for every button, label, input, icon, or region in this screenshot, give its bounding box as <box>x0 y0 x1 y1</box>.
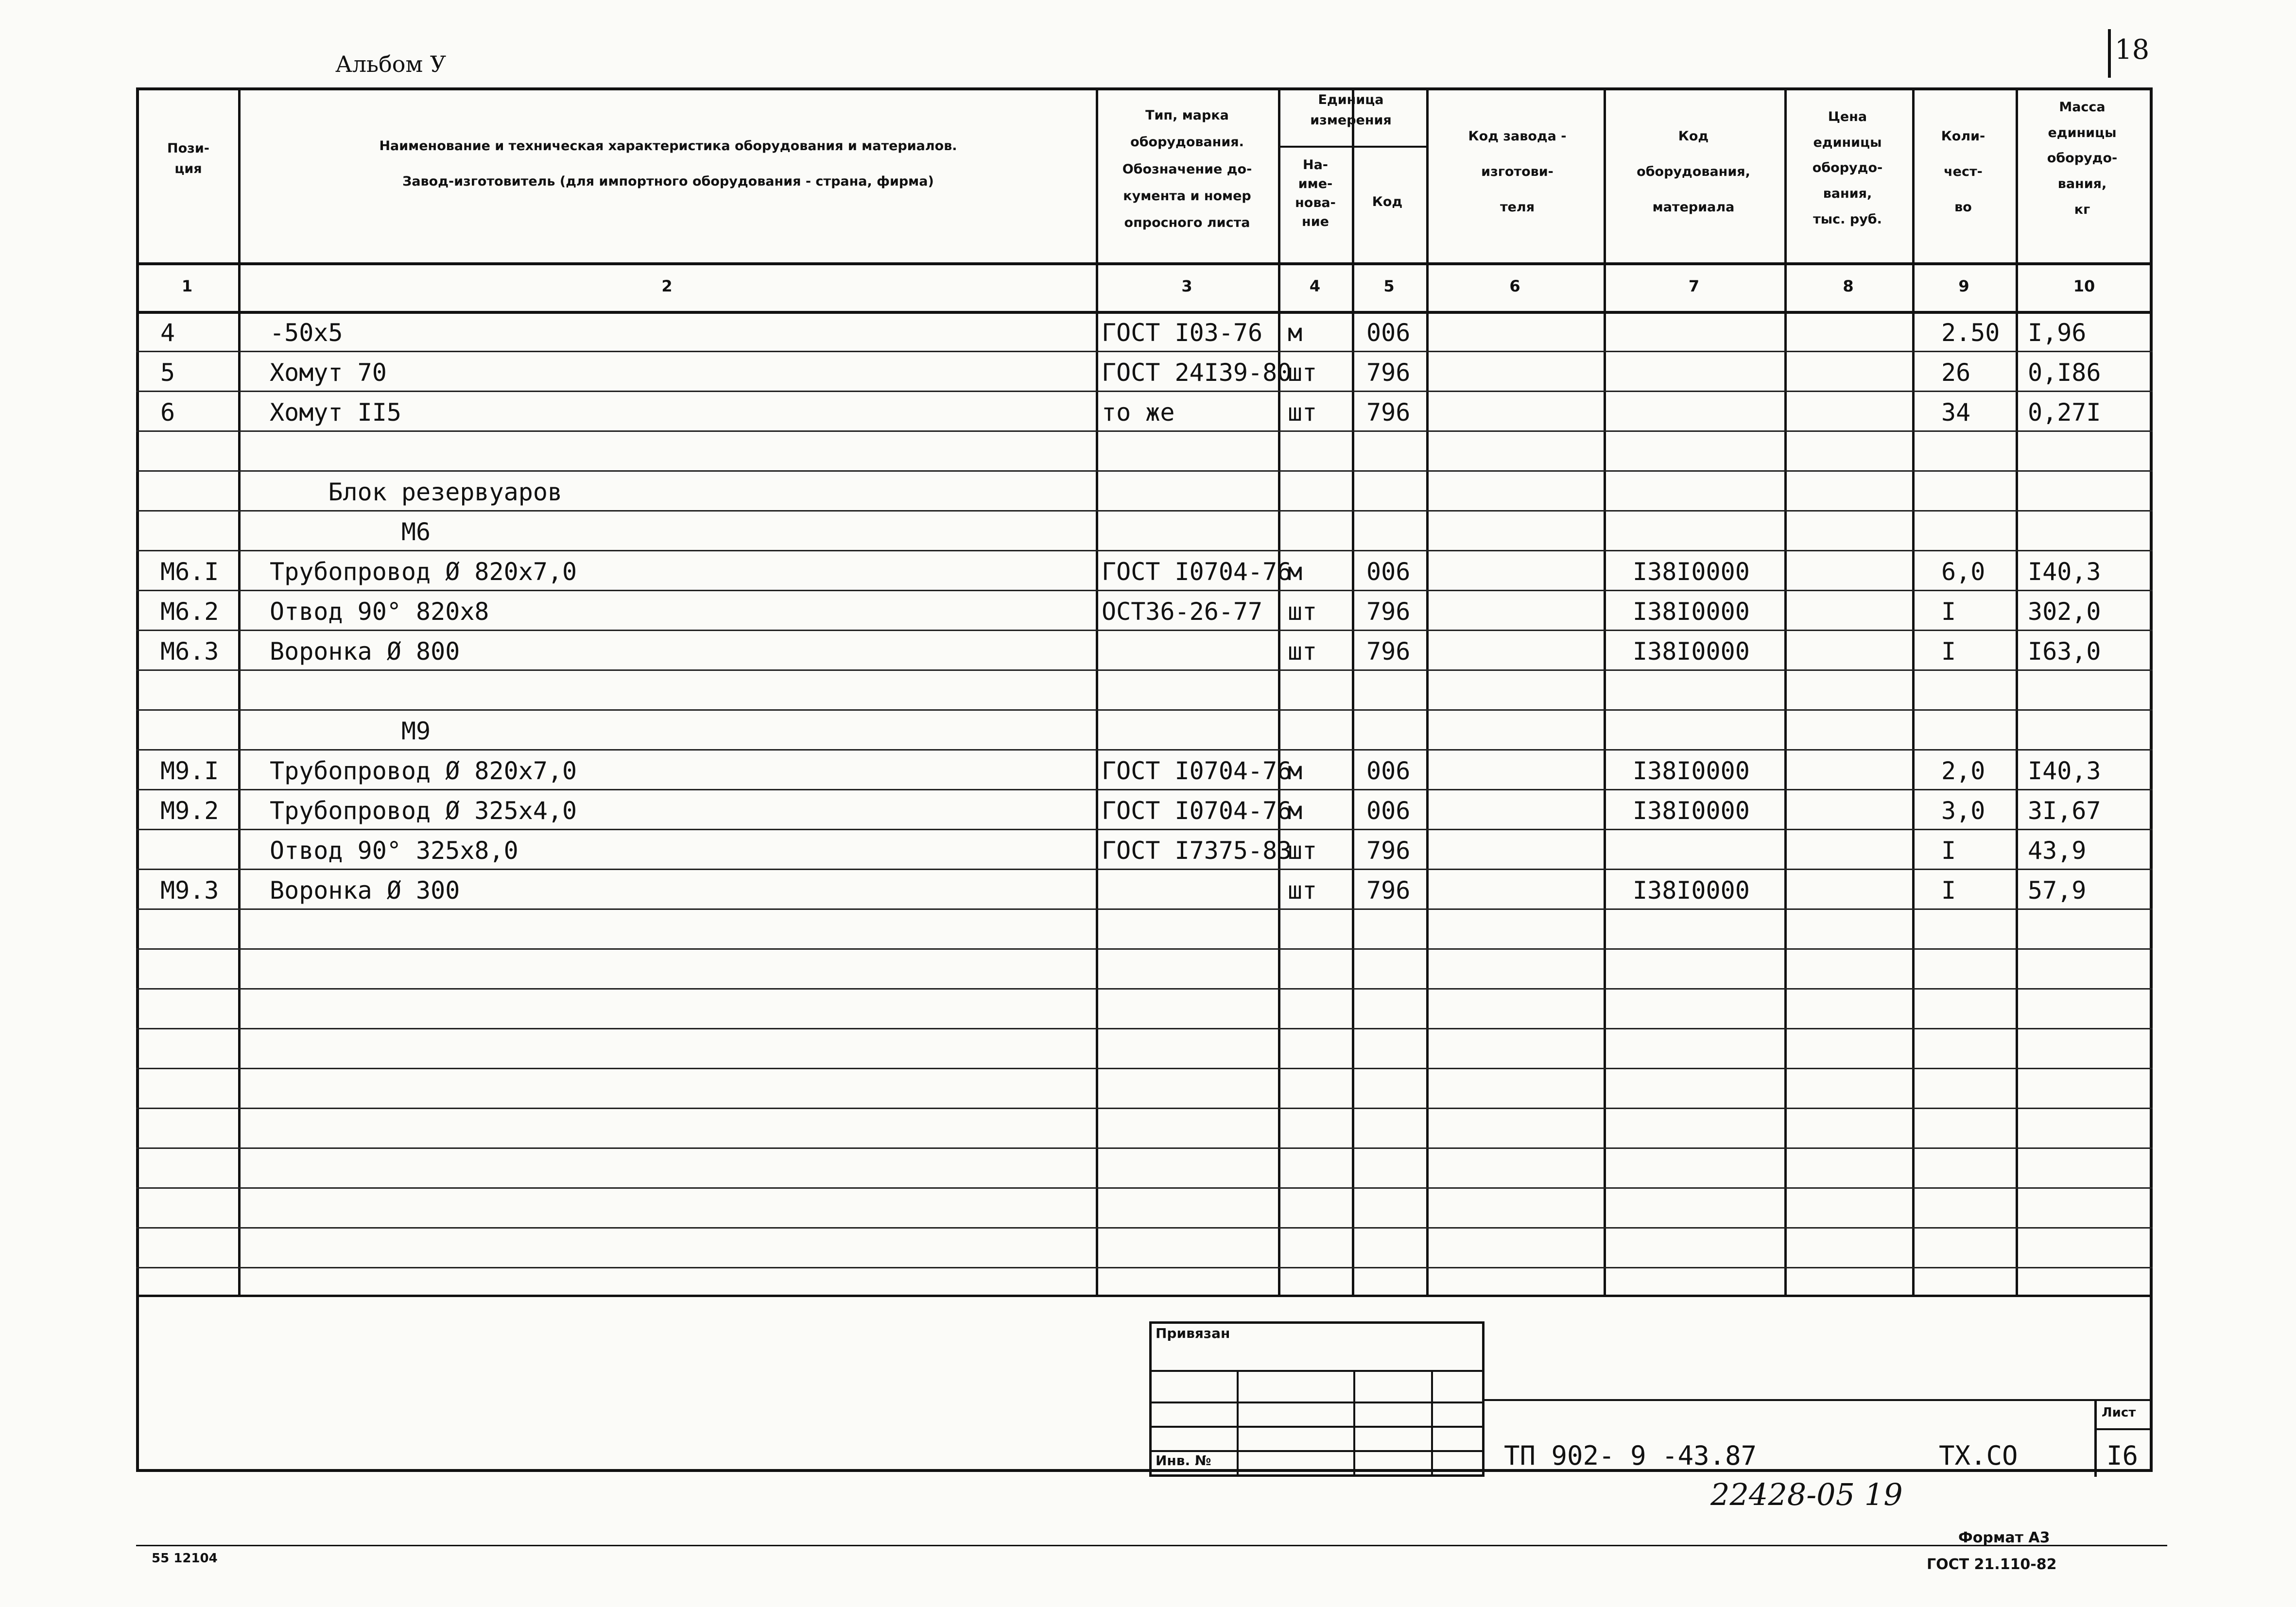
cell-name: Отвод 90° 820x8 <box>270 598 489 626</box>
cell-equipment-code: I38I0000 <box>1633 757 1750 785</box>
cell-document: ГОСТ I0704-76 <box>1102 797 1292 825</box>
privyazan-label: Привязан <box>1156 1325 1230 1341</box>
sheet-label: Лист <box>2102 1405 2136 1420</box>
header-type: Тип, марка оборудования. Обозначение до- кумента и номер опросного листа <box>1122 108 1252 231</box>
stamp-line <box>1149 1450 1485 1452</box>
cell-unit: шт <box>1288 398 1317 427</box>
column-number: 1 <box>181 277 193 295</box>
cell-name: Воронка Ø 300 <box>270 876 460 905</box>
stamp-line <box>1237 1370 1239 1477</box>
cell-equipment-code: I38I0000 <box>1633 797 1750 825</box>
cell-document: ГОСТ I0704-76 <box>1102 558 1292 586</box>
cell-mass: I,96 <box>2028 319 2087 347</box>
stamp-line <box>1149 1370 1485 1372</box>
grid-line <box>136 262 2153 265</box>
format-label: Формат А3 <box>1958 1529 2050 1546</box>
cell-quantity: 2.50 <box>1941 319 2000 347</box>
column-number: 8 <box>1843 277 1854 295</box>
cell-name: М9 <box>270 717 431 745</box>
column-number: 7 <box>1688 277 1700 295</box>
cell-document: ГОСТ I03-76 <box>1102 319 1263 347</box>
cell-position: М6.I <box>160 558 219 586</box>
grid-line <box>136 749 2153 751</box>
cell-name: М6 <box>270 518 431 546</box>
handwritten-number: 22428-05 19 <box>1710 1477 1903 1512</box>
cell-unit-code: 006 <box>1366 757 1411 785</box>
cell-document: ГОСТ I7375-83 <box>1102 837 1292 865</box>
column-number: 10 <box>2073 277 2095 295</box>
grid-line <box>136 669 2153 671</box>
cell-mass: I40,3 <box>2028 757 2101 785</box>
sheet-number: I6 <box>2106 1440 2139 1471</box>
cell-equipment-code: I38I0000 <box>1633 558 1750 586</box>
cell-document: то же <box>1102 398 1175 427</box>
cell-mass: 57,9 <box>2028 876 2087 905</box>
cell-unit: м <box>1288 757 1303 785</box>
cell-unit-code: 006 <box>1366 319 1411 347</box>
grid-line <box>1604 87 1606 1295</box>
grid-line <box>136 709 2153 711</box>
cell-mass: 302,0 <box>2028 598 2101 626</box>
cell-unit: шт <box>1288 837 1317 865</box>
cell-unit-code: 796 <box>1366 598 1411 626</box>
cell-unit: шт <box>1288 876 1317 905</box>
grid-line <box>136 510 2153 512</box>
cell-name: Трубопровод Ø 820x7,0 <box>270 558 577 586</box>
footer-code: 55 12104 <box>152 1551 218 1566</box>
cell-name: Хомут 70 <box>270 359 387 387</box>
page-number: 18 <box>2115 34 2150 66</box>
grid-line <box>136 550 2153 551</box>
cell-quantity: I <box>1941 637 1956 666</box>
cell-unit: м <box>1288 558 1303 586</box>
gost-label: ГОСТ 21.110-82 <box>1927 1556 2057 1573</box>
cell-quantity: I <box>1941 837 1956 865</box>
cell-unit-code: 006 <box>1366 797 1411 825</box>
grid-line <box>136 590 2153 591</box>
cell-quantity: 34 <box>1941 398 1971 427</box>
grid-line <box>136 789 2153 790</box>
cell-unit: шт <box>1288 359 1317 387</box>
column-number: 2 <box>661 277 673 295</box>
cell-unit-code: 796 <box>1366 398 1411 427</box>
cell-unit: м <box>1288 797 1303 825</box>
stamp-line <box>1431 1370 1433 1477</box>
cell-unit-code: 796 <box>1366 637 1411 666</box>
grid-line <box>136 1028 2153 1029</box>
footer-line <box>136 1545 2167 1546</box>
cell-name: Блок резервуаров <box>270 478 563 506</box>
album-title: Альбом У <box>335 51 447 77</box>
grid-line <box>1278 146 1426 148</box>
grid-line <box>1912 87 1915 1295</box>
cell-mass: 3I,67 <box>2028 797 2101 825</box>
column-number: 5 <box>1383 277 1395 295</box>
document-suffix: ТХ.СО <box>1939 1440 2018 1471</box>
page-number-bar <box>2108 29 2111 78</box>
header-mass: Масса единицы оборудо- вания, кг <box>2047 100 2118 217</box>
grid-line <box>238 87 241 1295</box>
cell-quantity: I <box>1941 598 1956 626</box>
cell-equipment-code: I38I0000 <box>1633 598 1750 626</box>
cell-mass: I63,0 <box>2028 637 2101 666</box>
cell-mass: 0,I86 <box>2028 359 2101 387</box>
cell-unit: м <box>1288 319 1303 347</box>
cell-position: М6.3 <box>160 637 219 666</box>
cell-position: М9.3 <box>160 876 219 905</box>
grid-line <box>136 908 2153 910</box>
header-unit: Единица измерения <box>1310 92 1392 128</box>
cell-name: Воронка Ø 800 <box>270 637 460 666</box>
cell-document: ГОСТ I0704-76 <box>1102 757 1292 785</box>
cell-mass: 0,27I <box>2028 398 2101 427</box>
cell-equipment-code: I38I0000 <box>1633 876 1750 905</box>
grid-line <box>1096 87 1098 1295</box>
cell-position: 4 <box>160 319 175 347</box>
stamp-line <box>1149 1426 1485 1428</box>
sheet-line <box>2094 1428 2153 1430</box>
grid-line <box>1352 87 1354 1295</box>
grid-line <box>136 1187 2153 1189</box>
cell-quantity: 6,0 <box>1941 558 1985 586</box>
cell-equipment-code: I38I0000 <box>1633 637 1750 666</box>
inventory-number-label: Инв. № <box>1156 1453 1211 1469</box>
cell-unit-code: 796 <box>1366 876 1411 905</box>
grid-line <box>2016 87 2018 1295</box>
cell-quantity: 3,0 <box>1941 797 1985 825</box>
cell-mass: 43,9 <box>2028 837 2087 865</box>
grid-line <box>136 1227 2153 1229</box>
cell-position: 6 <box>160 398 175 427</box>
cell-position: 5 <box>160 359 175 387</box>
grid-line <box>136 869 2153 870</box>
grid-line <box>136 430 2153 432</box>
grid-line <box>136 1267 2153 1268</box>
header-unit-code: Код <box>1372 194 1403 209</box>
grid-line <box>1784 87 1787 1295</box>
grid-line <box>136 470 2153 472</box>
cell-unit-code: 796 <box>1366 837 1411 865</box>
header-equipment-code: Код оборудования, материала <box>1637 129 1750 215</box>
cell-unit-code: 006 <box>1366 558 1411 586</box>
grid-line <box>136 630 2153 631</box>
cell-position: М6.2 <box>160 598 219 626</box>
sheet-divider <box>2094 1399 2097 1477</box>
header-unit-name: На- име- нова- ние <box>1295 157 1336 230</box>
cell-position: М9.2 <box>160 797 219 825</box>
grid-line <box>1426 87 1429 1295</box>
header-price: Цена единицы оборудо- вания, тыс. руб. <box>1812 109 1883 227</box>
cell-name: -50x5 <box>270 319 343 347</box>
grid-line <box>1278 87 1280 1295</box>
column-number: 9 <box>1958 277 1969 295</box>
cell-unit: шт <box>1288 598 1317 626</box>
header-factory-code: Код завода - изготови- теля <box>1468 129 1567 215</box>
cell-name: Трубопровод Ø 325x4,0 <box>270 797 577 825</box>
grid-line <box>136 1108 2153 1109</box>
header-position: Пози- ция <box>167 141 209 176</box>
cell-quantity: 2,0 <box>1941 757 1985 785</box>
cell-name: Отвод 90° 325x8,0 <box>270 837 518 865</box>
column-number: 3 <box>1181 277 1192 295</box>
cell-unit: шт <box>1288 637 1317 666</box>
cell-document: ОСТ36-26-77 <box>1102 598 1263 626</box>
column-number: 4 <box>1309 277 1321 295</box>
cell-name: Трубопровод Ø 820x7,0 <box>270 757 577 785</box>
cell-mass: I40,3 <box>2028 558 2101 586</box>
grid-line <box>136 829 2153 830</box>
grid-line <box>136 948 2153 950</box>
document-code: ТП 902- 9 -43.87 <box>1504 1440 1757 1471</box>
grid-line <box>136 311 2153 314</box>
stamp-line <box>1353 1370 1355 1477</box>
title-line <box>1485 1399 2153 1401</box>
header-name: Наименование и техническая характеристика оборудования и материалов. Завод-изготовитель (для импортного оборудования - страна, фирма) <box>379 138 957 189</box>
cell-position: М9.I <box>160 757 219 785</box>
grid-line <box>136 1068 2153 1069</box>
cell-quantity: I <box>1941 876 1956 905</box>
cell-quantity: 26 <box>1941 359 1971 387</box>
grid-line <box>136 988 2153 990</box>
grid-line <box>136 351 2153 352</box>
grid-line <box>136 391 2153 392</box>
cell-name: Хомут II5 <box>270 398 401 427</box>
column-number: 6 <box>1509 277 1520 295</box>
header-quantity: Коли- чест- во <box>1941 129 1985 215</box>
cell-document: ГОСТ 24I39-80 <box>1102 359 1292 387</box>
cell-unit-code: 796 <box>1366 359 1411 387</box>
grid-line <box>136 1295 2153 1297</box>
stamp-line <box>1149 1402 1485 1403</box>
grid-line <box>136 1147 2153 1149</box>
